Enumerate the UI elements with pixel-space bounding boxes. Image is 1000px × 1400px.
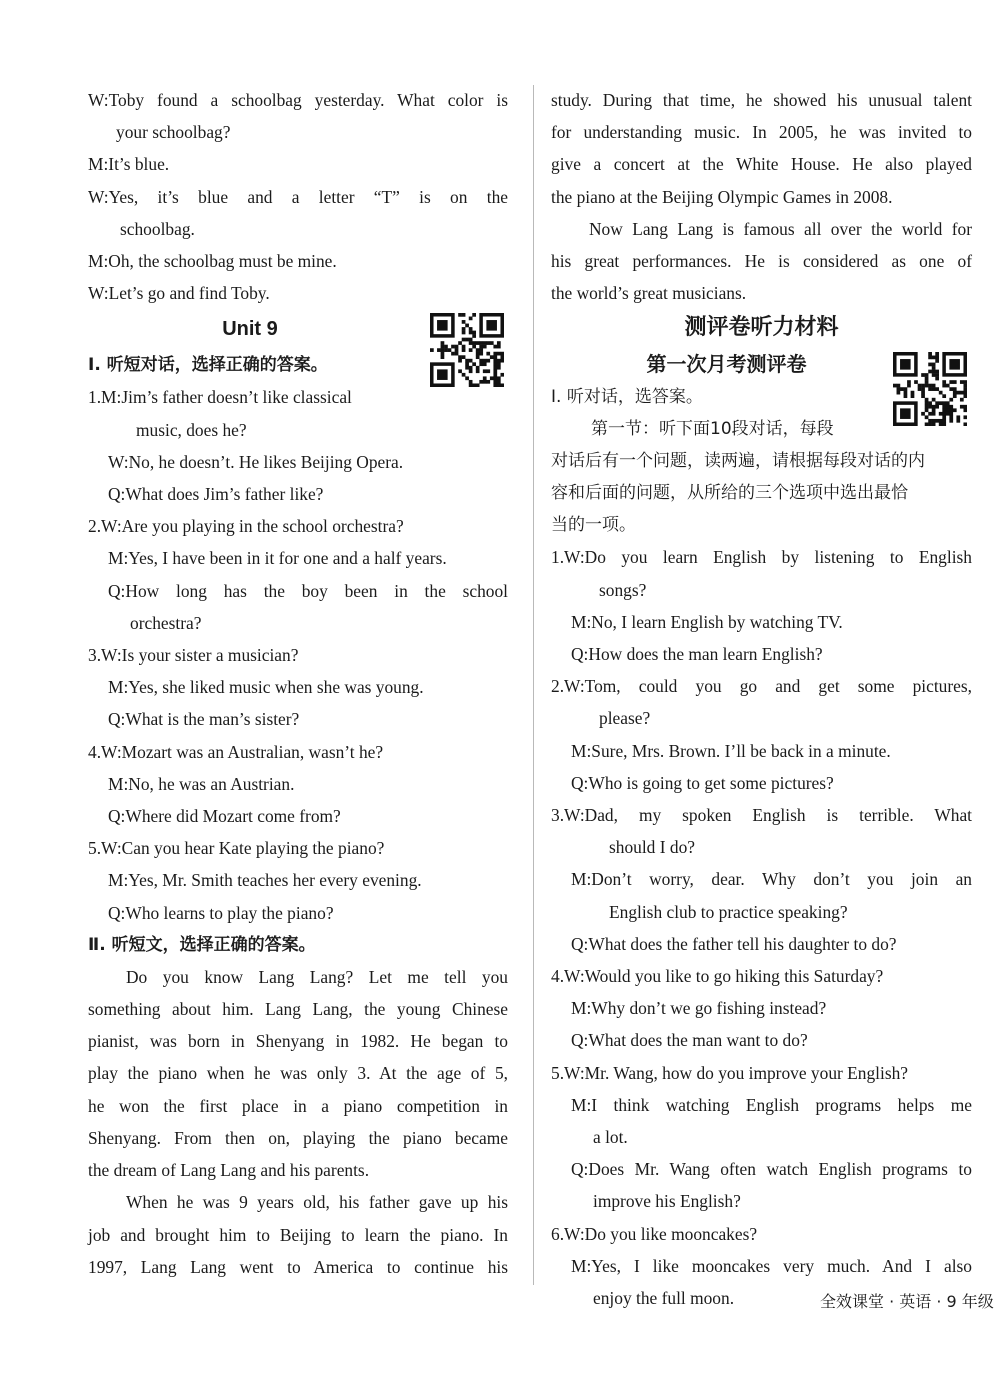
dialogue-line [551,1121,972,1153]
question-number: 6. [551,1223,565,1244]
dialogue-line [88,116,508,148]
speaker-label: M: [108,870,129,891]
passage-line [551,84,972,116]
dialogue-line [88,84,508,116]
dialogue-text: No, he was an Austrian. [128,773,295,794]
speaker-label: W: [88,186,109,207]
section-heading: Ⅱ. 听短文，选择正确的答案。 [88,934,316,955]
dialogue-text: No, I learn English by watching TV. [591,611,843,632]
section-heading: Ⅰ. 听短对话，选择正确的答案。 [88,355,328,376]
passage-text: job and brought him to Beijing to learn the piano. In [88,1224,508,1245]
dialogue-text: Who learns to play the piano? [125,902,334,923]
dialogue-line [551,1057,972,1089]
dialogue-line [551,702,972,734]
instruction-line: 当的一项。 [551,515,636,536]
instruction-line: 对话后有一个问题，读两遍，请根据每段对话的内 [551,451,925,472]
dialogue-text: please? [599,708,651,729]
dialogue-text: Is your sister a musician? [121,645,299,666]
dialogue-line [88,575,508,607]
dialogue-line [88,671,508,703]
dialogue-text: No, he doesn’t. He likes Beijing Opera. [128,451,404,472]
dialogue-text: your schoolbag? [116,122,231,143]
dialogue-line [88,277,508,309]
speaker-label: Q: [571,644,589,665]
passage-text: the piano at the Beijing Olympic Games in 2008. [551,186,893,207]
passage-line [551,148,972,180]
speaker-label: Q: [571,933,589,954]
question-number: 3. [551,805,565,826]
dialogue-line [551,1250,972,1282]
instruction-line: 容和后面的问题，从所给的三个选项中选出最恰 [551,483,908,504]
speaker-label: M: [571,740,592,761]
speaker-label: M: [571,1094,592,1115]
dialogue-line [551,1185,972,1217]
unit-title: Unit 9 [222,318,278,341]
passage-text: Do you know Lang Lang? Let me tell you [126,966,508,987]
passage-line [551,245,972,277]
dialogue-text: How does the man learn English? [588,644,823,665]
qr-code-left[interactable] [430,313,504,387]
dialogue-line [88,510,508,542]
dialogue-line [551,896,972,928]
speaker-label: M: [571,998,592,1019]
dialogue-line [88,897,508,929]
dialogue-line [551,1153,972,1185]
dialogue-line [88,832,508,864]
dialogue-text: Yes, I like mooncakes very much. And I also [591,1255,972,1276]
speaker-label: M: [571,611,592,632]
passage-line [551,116,972,148]
speaker-label: M: [88,154,109,175]
dialogue-text: How long has the boy been in the school [125,580,508,601]
speaker-label: Q: [571,1030,589,1051]
passage-line [551,277,972,309]
passage-text: study. During that time, he showed his unusual talent [551,90,972,110]
speaker-label: W: [108,451,129,472]
dialogue-text: Does Mr. Wang often watch English programs to [588,1159,972,1180]
passage-text: 1997, Lang Lang went to America to continue his [88,1256,508,1277]
dialogue-text: English club to practice speaking? [609,901,848,922]
passage-line [88,1154,508,1186]
dialogue-text: Yes, Mr. Smith teaches her every evening. [128,870,422,891]
dialogue-line [88,213,508,245]
dialogue-line [88,148,508,180]
dialogue-line [551,1218,972,1250]
speaker-label: Q: [108,484,126,505]
question-number: 1. [551,547,565,568]
section-heading: Ⅰ. 听对话，选答案。 [551,387,703,408]
dialogue-text: Do you learn English by listening to English [584,547,972,568]
question-number: 5. [88,838,102,859]
dialogue-line [88,800,508,832]
passage-line [88,1251,508,1283]
passage-text: Shenyang. From then on, playing the piano became [88,1127,508,1148]
dialogue-line [88,736,508,768]
dialogue-line [551,992,972,1024]
speaker-label: W: [101,741,122,762]
dialogue-text: Where did Mozart come from? [125,806,341,827]
dialogue-text: Mr. Wang, how do you improve your English? [584,1062,909,1083]
passage-line [88,1090,508,1122]
dialogue-text: Yes, I have been in it for one and a half years. [128,548,447,569]
question-number: 4. [88,741,102,762]
dialogue-line [551,670,972,702]
dialogue-line [551,960,972,992]
question-number: 2. [88,516,102,537]
passage-line [88,1186,508,1218]
passage-line [88,1122,508,1154]
speaker-label: W: [101,645,122,666]
speaker-label: Q: [571,772,589,793]
dialogue-text: What is the man’s sister? [125,709,300,730]
dialogue-text: What does Jim’s father like? [125,484,324,505]
dialogue-line [551,1024,972,1056]
passage-text: When he was 9 years old, his father gave up his [126,1192,508,1213]
speaker-label: W: [564,547,585,568]
dialogue-line [551,735,972,767]
instructions [551,413,972,541]
dialogue-line [551,574,972,606]
intro-dialogue [88,84,508,309]
passage-line [551,181,972,213]
passage-line [551,213,972,245]
dialogue-line [88,542,508,574]
speaker-label: W: [88,283,109,304]
dialogue-text: improve his English? [593,1191,741,1212]
dialogue-text: Why don’t we go fishing instead? [591,998,827,1019]
dialogue-line [551,541,972,573]
dialogue-text: should I do? [609,837,695,858]
passage-line [88,993,508,1025]
question-number: 2. [551,676,565,697]
dialogue-text: Let’s go and find Toby. [108,283,270,304]
dialogue-line [88,181,508,213]
dialogue-text: songs? [599,579,647,600]
passage-text: pianist, was born in Shenyang in 1982. He began to [88,1031,508,1052]
dialogue-line [88,478,508,510]
dialogue-line [88,245,508,277]
dialogue-text: I think watching English programs helps me [591,1094,972,1115]
speaker-label: Q: [108,580,126,601]
qr-code-right[interactable] [893,352,967,426]
dialogue-text: Tom, could you go and get some pictures, [584,676,972,697]
dialogue-text: What does the father tell his daughter to do? [588,933,897,954]
speaker-label: W: [564,1062,585,1083]
question-list [551,541,972,1314]
dialogue-text: Do you like mooncakes? [584,1223,758,1244]
passage-line [88,1025,508,1057]
dialogue-line [551,831,972,863]
passage-text: give a concert at the White House. He also played [551,154,972,175]
passage-line [88,961,508,993]
dialogue-line [551,799,972,831]
speaker-label: W: [88,90,109,110]
speaker-label: M: [108,773,129,794]
dialogue-text: Don’t worry, dear. Why don’t you join an [591,869,972,890]
qr-code-icon [893,352,967,426]
dialogue-line [88,446,508,478]
dialogue-line [551,1089,972,1121]
right-column [551,84,972,1314]
speaker-label: M: [108,548,129,569]
dialogue-line [88,703,508,735]
speaker-label: W: [101,516,122,537]
dialogue-text: Toby found a schoolbag yesterday. What color is [108,90,508,110]
dialogue-line [551,606,972,638]
speaker-label: W: [564,805,585,826]
question-number: 3. [88,645,102,666]
column-divider [533,85,534,1285]
passage-text: the world’s great musicians. [551,283,747,304]
speaker-label: W: [564,966,585,987]
passage-text: play the piano when he was only 3. At the age of 5, [88,1063,508,1084]
dialogue-text: What does the man want to do? [588,1030,808,1051]
speaker-label: M: [571,1255,592,1276]
dialogue-text: Sure, Mrs. Brown. I’ll be back in a minute. [591,740,891,761]
passage-text: his great performances. He is considered as one of [551,251,972,272]
dialogue-text: a lot. [593,1127,628,1148]
question-number: 4. [551,966,565,987]
dialogue-line [88,414,508,446]
dialogue-text: orchestra? [130,612,202,633]
passage-text: Now Lang Lang is famous all over the world for [589,218,972,239]
instruction-line: 第一节：听下面10段对话，每段 [591,419,834,440]
speaker-label: Q: [108,806,126,827]
dialogue-text: Dad, my spoken English is terrible. What [584,805,972,826]
speaker-label: W: [564,1223,585,1244]
dialogue-text: Can you hear Kate playing the piano? [121,838,385,859]
dialogue-line [551,928,972,960]
passage [88,961,508,1283]
dialogue-text: Mozart was an Australian, wasn’t he? [121,741,384,762]
dialogue-text: Yes, she liked music when she was young. [128,677,424,698]
dialogue-text: Would you like to go hiking this Saturday? [584,966,884,987]
passage-continued [551,84,972,309]
speaker-label: Q: [571,1159,589,1180]
passage-text: for understanding music. In 2005, he was invited to [551,122,972,143]
dialogue-text: Yes, it’s blue and a letter “T” is on the [108,186,508,207]
left-column [88,84,508,1283]
dialogue-text: Are you playing in the school orchestra? [121,516,404,537]
dialogue-text: Jim’s father doesn’t like classical [121,387,352,408]
qr-code-icon [430,313,504,387]
speaker-label: W: [101,838,122,859]
passage-text: something about him. Lang Lang, the young Chinese [88,999,508,1020]
dialogue-line [551,863,972,895]
speaker-label: M: [571,869,592,890]
speaker-label: M: [101,387,122,408]
question-number: 1. [88,387,102,408]
speaker-label: M: [108,677,129,698]
dialogue-line [88,864,508,896]
speaker-label: M: [88,251,109,272]
dialogue-text: Oh, the schoolbag must be mine. [108,251,337,272]
question-number: 5. [551,1062,565,1083]
dialogue-text: It’s blue. [108,154,170,175]
speaker-label: Q: [108,709,126,730]
passage-line [88,1219,508,1251]
page-footer: 全效课堂 · 英语 · 9 年级 [820,1292,994,1311]
dialogue-text: enjoy the full moon. [593,1288,735,1309]
passage-text: he won the first place in a piano competition in [88,1095,508,1116]
dialogue-line [88,607,508,639]
passage-line [88,1057,508,1089]
passage-text: the dream of Lang Lang and his parents. [88,1160,370,1181]
dialogue-text: Who is going to get some pictures? [588,772,834,793]
question-list [88,381,508,928]
speaker-label: Q: [108,902,126,923]
dialogue-line [551,767,972,799]
dialogue-text: music, does he? [136,419,247,440]
test-subtitle: 第一次月考测评卷 [646,352,807,377]
speaker-label: W: [564,676,585,697]
dialogue-line [88,639,508,671]
test-title: 测评卷听力材料 [684,315,839,341]
dialogue-line [551,638,972,670]
dialogue-text: schoolbag. [120,218,195,239]
dialogue-line [88,768,508,800]
